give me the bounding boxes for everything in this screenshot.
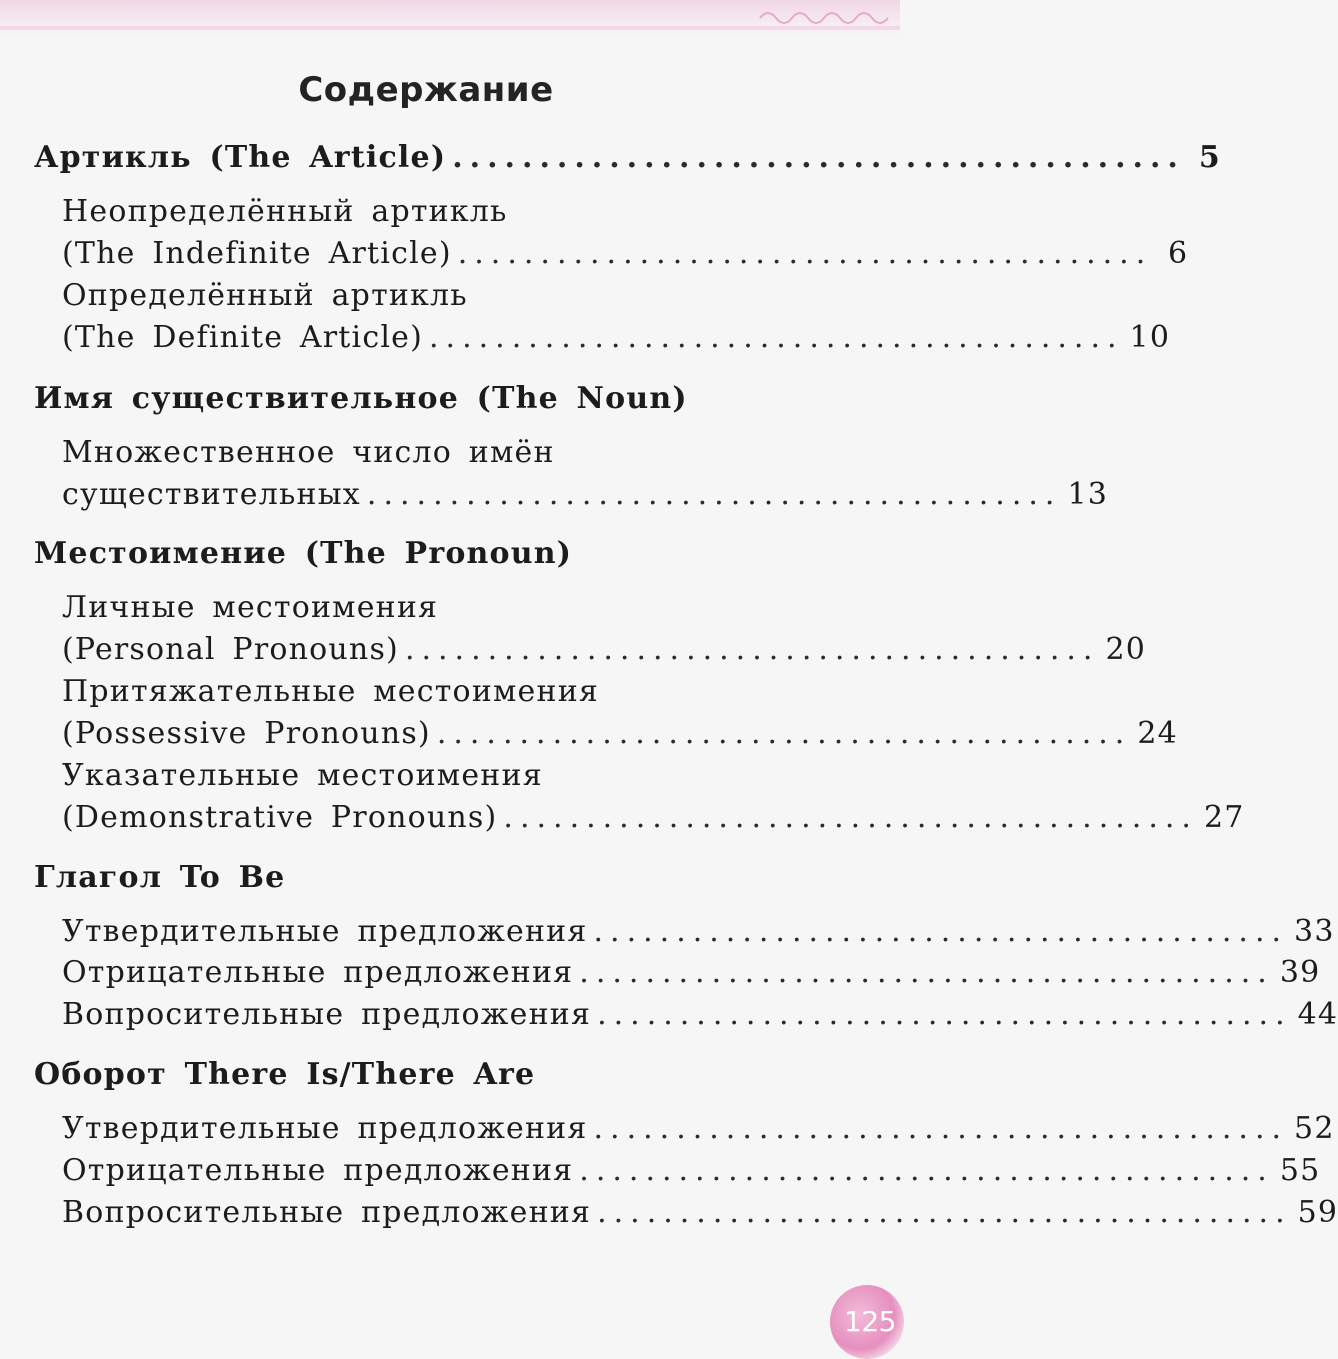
entry-page: 20: [1105, 632, 1147, 667]
leader-dots: ..........................................: [366, 477, 1062, 512]
entry-page: 55: [1279, 1153, 1321, 1188]
entry-text: Утвердительные предложения: [62, 914, 588, 949]
entry-page: 52: [1294, 1111, 1335, 1146]
toc-entry-sub: [34, 1149, 1321, 1193]
toc-entry-sub: [34, 796, 1245, 840]
entry-text: Имя существительное (The Noun): [34, 381, 688, 416]
toc-entry-section: [34, 532, 820, 576]
toc-entry-sub: [34, 1107, 1335, 1151]
toc-entry-sub: [34, 993, 1338, 1037]
entry-page: 27: [1203, 800, 1245, 835]
leader-dots: ..........................................: [597, 1195, 1292, 1230]
entry-text: Вопросительные предложения: [62, 1195, 592, 1230]
entry-page: 24: [1137, 716, 1178, 751]
entry-text: Местоимение (The Pronoun): [34, 536, 573, 571]
entry-text: (The Definite Article): [62, 320, 424, 355]
toc-entry-sub: [34, 232, 1189, 276]
entry-text: Неопределённый артикль: [62, 194, 508, 229]
entry-page: 6: [1167, 236, 1189, 271]
toc-entry-sub: [34, 190, 820, 234]
leader-dots: ..........................................: [452, 140, 1185, 175]
page-number: 125: [844, 1305, 896, 1338]
leader-dots: ..........................................: [579, 1153, 1274, 1188]
page-number-badge: [830, 1285, 904, 1359]
toc-entry-section: [34, 856, 820, 900]
decorative-top-border: [0, 0, 900, 38]
entry-text: Оборот There Is/There Are: [34, 1057, 536, 1092]
entry-text: (Personal Pronouns): [62, 632, 399, 667]
entry-text: Личные местоимения: [62, 590, 439, 625]
entry-text: Отрицательные предложения: [62, 955, 574, 990]
entry-text: Утвердительные предложения: [62, 1111, 588, 1146]
entry-text: (The Indefinite Article): [62, 236, 452, 271]
toc-entry-sub: [34, 274, 820, 318]
leader-dots: ..........................................: [593, 1111, 1289, 1146]
entry-page: 5: [1198, 140, 1221, 175]
toc-entry-sub: [34, 473, 1109, 517]
entry-text: Притяжательные местоимения: [62, 674, 600, 709]
entry-text: Определённый артикль: [62, 278, 468, 313]
entry-page: 10: [1129, 320, 1171, 355]
toc-entry-sub: [34, 712, 1178, 756]
entry-text: (Possessive Pronouns): [62, 716, 431, 751]
entry-text: Глагол To Be: [34, 860, 286, 895]
leader-dots: ..........................................: [503, 800, 1198, 835]
leader-dots: ..........................................: [436, 716, 1132, 751]
toc-entry-sub: [34, 1191, 1338, 1235]
leader-dots: ..........................................: [404, 632, 1100, 667]
entry-text: Множественное число имён: [62, 435, 555, 470]
entry-text: Указательные местоимения: [62, 758, 543, 793]
toc-entry-sub: [34, 586, 820, 630]
leader-dots: ..........................................: [593, 914, 1289, 949]
entry-page: 13: [1067, 477, 1109, 512]
leader-dots: ..........................................: [429, 320, 1124, 355]
entry-text: Вопросительные предложения: [62, 997, 592, 1032]
toc-entry-section: [34, 136, 1221, 180]
toc-entry-sub: [34, 316, 1171, 360]
toc-entry-sub: [34, 670, 820, 714]
toc-entry-sub: [34, 431, 820, 475]
toc-entry-sub: [34, 628, 1147, 672]
entry-page: 44: [1297, 997, 1338, 1032]
leader-dots: ..........................................: [579, 955, 1274, 990]
entry-text: существительных: [62, 477, 361, 512]
leader-dots: ..........................................: [597, 997, 1292, 1032]
toc-entry-section: [34, 377, 820, 421]
toc-entry-sub: [34, 910, 1335, 954]
entry-page: 33: [1294, 914, 1335, 949]
toc-entry-section: [34, 1053, 820, 1097]
entry-page: 39: [1279, 955, 1321, 990]
ornament-pattern: [0, 0, 900, 38]
leader-dots: ..........................................: [457, 236, 1153, 271]
page-title: Содержание: [298, 70, 554, 110]
entry-text: Отрицательные предложения: [62, 1153, 574, 1188]
entry-text: (Demonstrative Pronouns): [62, 800, 498, 835]
toc-entry-sub: [34, 951, 1321, 995]
entry-text: Артикль (The Article): [34, 140, 447, 175]
toc-entry-sub: [34, 754, 820, 798]
entry-page: 59: [1297, 1195, 1338, 1230]
